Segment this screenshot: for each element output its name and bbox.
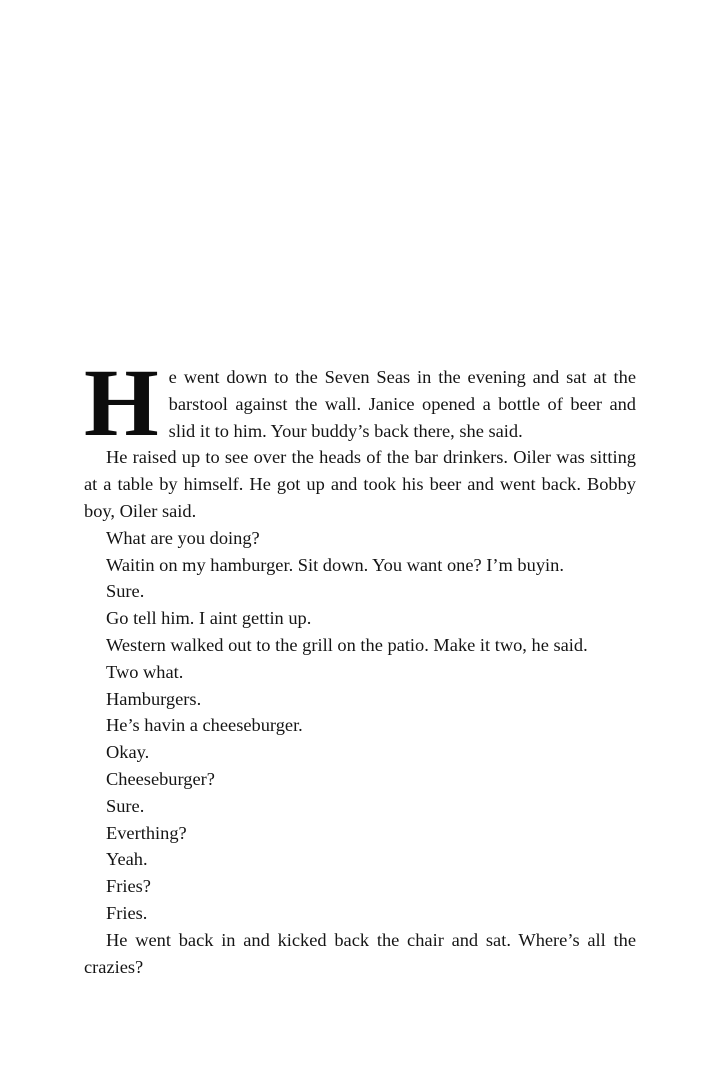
paragraph-17: Fries. [106,902,148,923]
body-text [84,349,636,980]
paragraph-10: He’s havin a cheeseburger. [106,715,303,736]
paragraph-5: Sure. [106,581,145,602]
paragraph-text: e went down to the Seven Seas in the evening and sat at the barstool against the wall. Janice opened a bottle of beer and slid it to him. Your buddy’s back there, she said. [168,367,636,441]
paragraph-9: Hamburgers. [106,688,202,709]
paragraph-8: Two what. [106,661,184,682]
paragraph-16: Fries? [106,876,151,897]
paragraph-7: Western walked out to the grill on the patio. Make it two, he said. [106,634,588,655]
paragraph-13: Sure. [106,795,145,816]
paragraph-14: Everthing? [106,822,187,843]
paragraph-6: Go tell him. I aint gettin up. [106,608,312,629]
paragraph-11: Okay. [106,742,150,763]
paragraph-2: He raised up to see over the heads of the bar drinkers. Oiler was sitting at a table by himself. He got up and took his beer and went back. Bobby boy, Oiler said. [84,447,636,521]
drop-cap: H [84,349,159,456]
paragraph-1 [84,349,636,456]
paragraph-3: What are you doing? [106,527,260,548]
paragraph-4: Waitin on my hamburger. Sit down. You want one? I’m buyin. [106,554,564,575]
paragraph-15: Yeah. [106,849,148,870]
paragraph-12: Cheeseburger? [106,768,215,789]
paragraph-18: He went back in and kicked back the chair and sat. Where’s all the crazies? [84,929,636,977]
